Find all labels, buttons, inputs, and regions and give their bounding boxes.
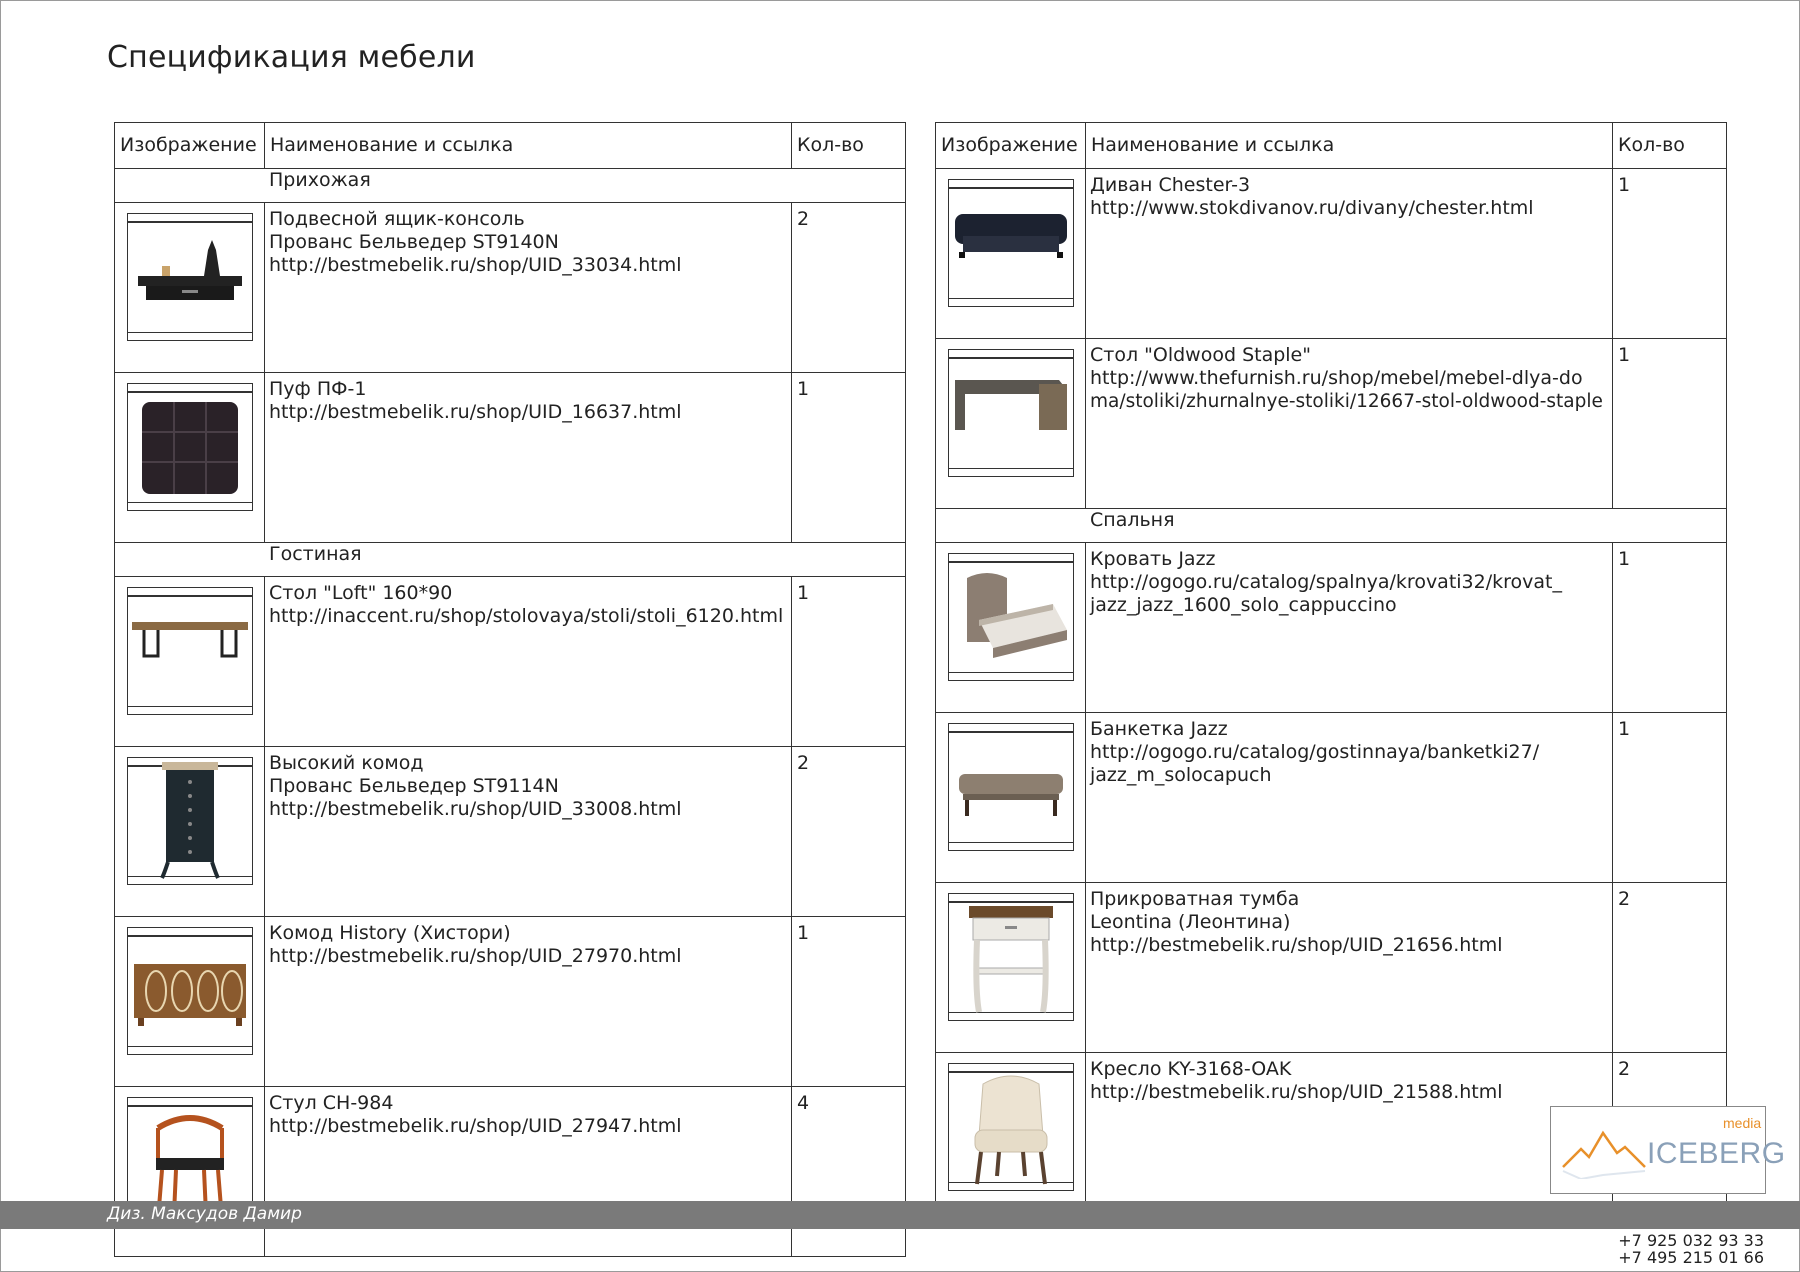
product-name: Банкетка Jazz xyxy=(1090,718,1228,740)
sideboard-icon xyxy=(128,928,252,1054)
section-title: Спальня xyxy=(1090,509,1175,531)
product-name: Диван Chester-3 xyxy=(1090,174,1251,196)
product-link[interactable]: http://www.stokdivanov.ru/divany/chester.html xyxy=(1090,197,1534,219)
product-name: Стол "Loft" 160*90 xyxy=(269,582,453,604)
header-name: Наименование и ссылка xyxy=(265,123,792,169)
wall-console-icon xyxy=(128,214,252,340)
coffee-table-icon xyxy=(949,350,1073,476)
product-name: Кресло KY-3168-OAK xyxy=(1090,1058,1292,1080)
quantity-cell: 4 xyxy=(792,1087,906,1257)
section-cell xyxy=(115,169,906,203)
phone-2: +7 495 215 01 66 xyxy=(1618,1248,1764,1267)
product-name: Пуф ПФ-1 xyxy=(269,378,367,400)
product-name: Комод History (Хистори) xyxy=(269,922,511,944)
product-thumbnail xyxy=(127,757,253,885)
image-cell xyxy=(115,373,265,543)
name-link-cell xyxy=(265,373,792,543)
nightstand-icon xyxy=(949,894,1073,1020)
bench-icon xyxy=(949,724,1073,850)
loft-table-icon xyxy=(128,588,252,714)
spec-table-right xyxy=(935,122,1727,1223)
spec-table-left xyxy=(114,122,906,1257)
image-cell xyxy=(115,1087,265,1257)
page-title: Спецификация мебели xyxy=(107,40,476,75)
product-thumbnail xyxy=(127,383,253,511)
table-row xyxy=(936,339,1727,509)
table-header-row xyxy=(936,123,1727,169)
name-link-cell xyxy=(265,577,792,747)
image-cell xyxy=(115,747,265,917)
product-thumbnail xyxy=(948,179,1074,307)
section-row xyxy=(115,543,906,577)
product-thumbnail xyxy=(948,553,1074,681)
image-cell xyxy=(115,203,265,373)
name-link-cell xyxy=(265,1087,792,1257)
quantity-cell: 1 xyxy=(792,917,906,1087)
name-link-cell xyxy=(1086,883,1613,1053)
product-name: Подвесной ящик-консоль xyxy=(269,208,525,230)
quantity-cell: 1 xyxy=(1613,713,1727,883)
table-row xyxy=(115,203,906,373)
contact-phones xyxy=(1618,1232,1764,1266)
product-name: Кровать Jazz xyxy=(1090,548,1216,570)
armchair-icon xyxy=(949,1064,1073,1190)
product-link[interactable]: http://bestmebelik.ru/shop/UID_27947.html xyxy=(269,1115,682,1137)
quantity-cell: 1 xyxy=(792,373,906,543)
header-qty: Кол-во xyxy=(1613,123,1727,169)
product-link[interactable]: jazz_jazz_1600_solo_cappuccino xyxy=(1090,594,1397,616)
product-thumbnail xyxy=(127,213,253,341)
image-cell xyxy=(936,339,1086,509)
product-link[interactable]: http://inaccent.ru/shop/stolovaya/stoli/stoli_6120.html xyxy=(269,605,784,627)
section-title: Гостиная xyxy=(269,543,362,565)
product-link[interactable]: jazz_m_solocapuch xyxy=(1090,764,1272,786)
image-cell xyxy=(936,713,1086,883)
product-name: Прованс Бельведер ST9140N xyxy=(269,231,559,253)
section-row xyxy=(115,169,906,203)
product-link[interactable]: http://bestmebelik.ru/shop/UID_21656.html xyxy=(1090,934,1503,956)
product-thumbnail xyxy=(948,349,1074,477)
product-thumbnail xyxy=(127,927,253,1055)
product-thumbnail xyxy=(948,1063,1074,1191)
product-link[interactable]: http://bestmebelik.ru/shop/UID_16637.html xyxy=(269,401,682,423)
section-row xyxy=(936,509,1727,543)
product-name: Прикроватная тумба xyxy=(1090,888,1300,910)
product-link[interactable]: http://bestmebelik.ru/shop/UID_21588.html xyxy=(1090,1081,1503,1103)
image-cell xyxy=(936,1053,1086,1223)
mountain-logo-icon xyxy=(1559,1119,1659,1179)
name-link-cell xyxy=(1086,1053,1613,1223)
quantity-cell: 2 xyxy=(792,203,906,373)
header-image: Изображение xyxy=(115,123,265,169)
designer-name: Диз. Максудов Дамир xyxy=(107,1204,302,1224)
product-thumbnail xyxy=(948,893,1074,1021)
product-link[interactable]: ma/stoliki/zhurnalnye-stoliki/12667-stol-oldwood-staple xyxy=(1090,391,1603,412)
quantity-cell: 1 xyxy=(1613,543,1727,713)
header-qty: Кол-во xyxy=(792,123,906,169)
table-row xyxy=(115,1087,906,1257)
section-cell xyxy=(936,509,1727,543)
name-link-cell xyxy=(1086,543,1613,713)
sofa-icon xyxy=(949,180,1073,306)
section-title: Прихожая xyxy=(269,169,371,191)
quantity-cell: 2 xyxy=(1613,883,1727,1053)
name-link-cell xyxy=(1086,169,1613,339)
name-link-cell xyxy=(1086,713,1613,883)
table-row xyxy=(115,747,906,917)
product-link[interactable]: http://ogogo.ru/catalog/spalnya/krovati32/krovat_ xyxy=(1090,571,1562,593)
image-cell xyxy=(115,577,265,747)
table-row xyxy=(936,543,1727,713)
image-cell xyxy=(936,543,1086,713)
table-row xyxy=(115,577,906,747)
product-name: Высокий комод xyxy=(269,752,424,774)
table-row xyxy=(936,713,1727,883)
logo-media-text: media xyxy=(1723,1115,1762,1131)
logo-brand-text: ICEBERG xyxy=(1647,1137,1786,1170)
product-name: Прованс Бельведер ST9114N xyxy=(269,775,559,797)
product-thumbnail xyxy=(948,723,1074,851)
table-row xyxy=(936,169,1727,339)
name-link-cell xyxy=(1086,339,1613,509)
quantity-cell: 1 xyxy=(1613,339,1727,509)
product-link[interactable]: http://www.thefurnish.ru/shop/mebel/mebel-dlya-do xyxy=(1090,367,1583,389)
name-link-cell xyxy=(265,747,792,917)
quantity-cell: 2 xyxy=(792,747,906,917)
quantity-cell: 2 xyxy=(1613,1053,1727,1223)
table-row xyxy=(115,373,906,543)
product-link[interactable]: http://bestmebelik.ru/shop/UID_33034.html xyxy=(269,254,682,276)
phone-1: +7 925 032 93 33 xyxy=(1618,1231,1764,1250)
pouf-icon xyxy=(128,384,252,510)
product-link[interactable]: http://bestmebelik.ru/shop/UID_33008.html xyxy=(269,798,682,820)
header-image: Изображение xyxy=(936,123,1086,169)
name-link-cell xyxy=(265,917,792,1087)
product-name: Стул CH-984 xyxy=(269,1092,394,1114)
name-link-cell xyxy=(265,203,792,373)
product-name: Стол "Oldwood Staple" xyxy=(1090,344,1311,366)
image-cell xyxy=(115,917,265,1087)
image-cell xyxy=(936,169,1086,339)
header-name: Наименование и ссылка xyxy=(1086,123,1613,169)
product-link[interactable]: http://ogogo.ru/catalog/gostinnaya/banketki27/ xyxy=(1090,741,1540,763)
table-header-row xyxy=(115,123,906,169)
product-thumbnail xyxy=(127,587,253,715)
tall-dresser-icon xyxy=(128,758,252,884)
bed-icon xyxy=(949,554,1073,680)
quantity-cell: 1 xyxy=(792,577,906,747)
image-cell xyxy=(936,883,1086,1053)
quantity-cell: 1 xyxy=(1613,169,1727,339)
table-row xyxy=(115,917,906,1087)
iceberg-logo xyxy=(1550,1106,1786,1194)
table-row xyxy=(936,883,1727,1053)
product-name: Leontina (Леонтина) xyxy=(1090,911,1291,933)
product-link[interactable]: http://bestmebelik.ru/shop/UID_27970.html xyxy=(269,945,682,967)
section-cell xyxy=(115,543,906,577)
